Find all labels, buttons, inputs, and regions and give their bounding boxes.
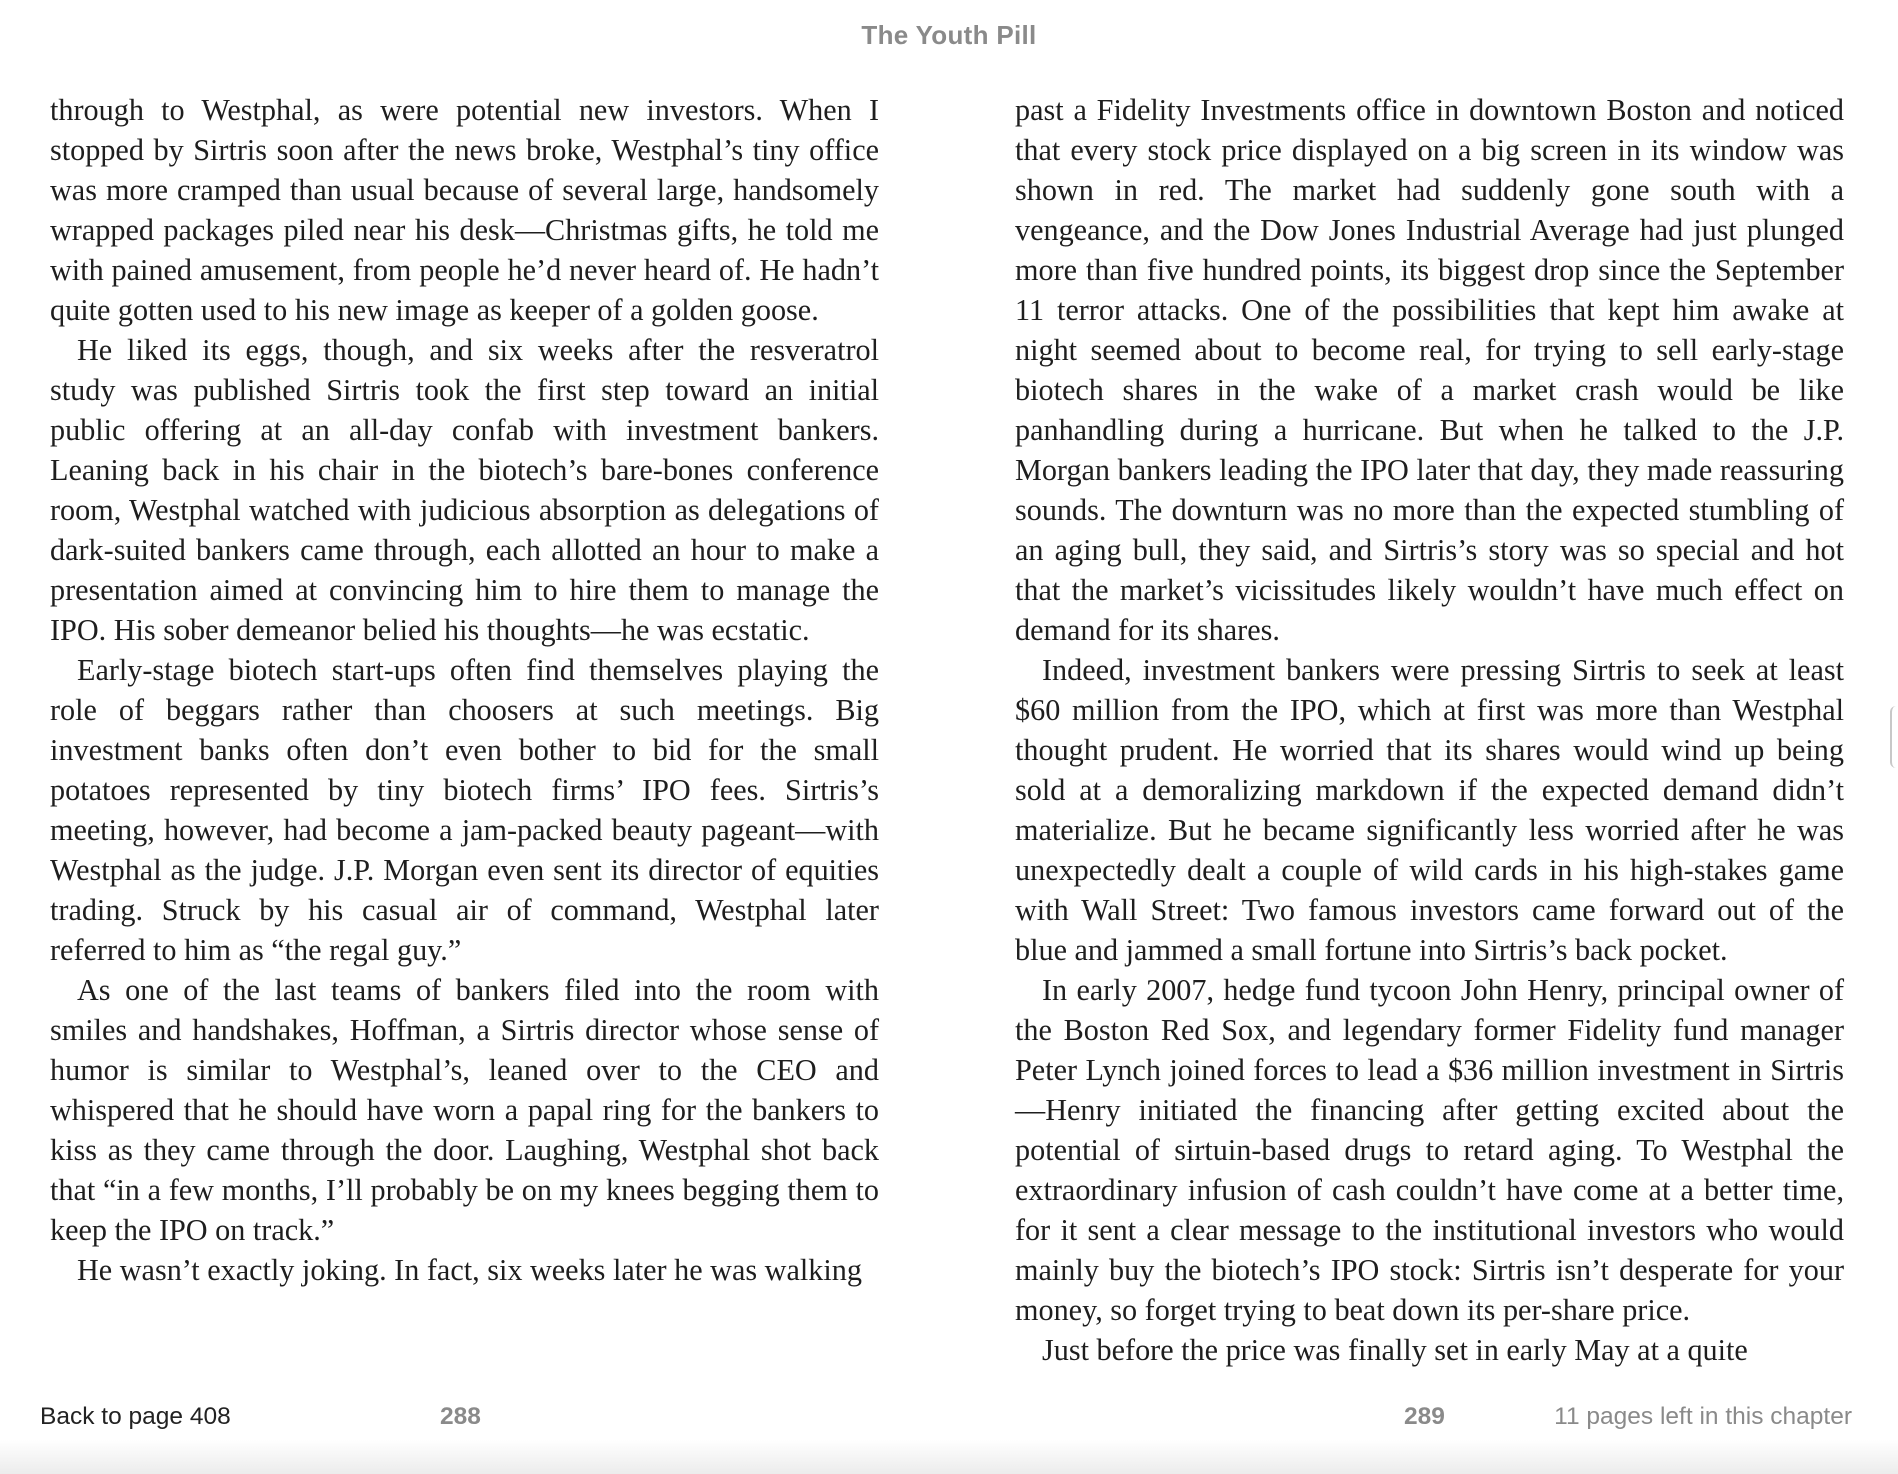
paragraph: past a Fidelity Investments office in downtown Boston and noticed that every stock price displayed on a big screen in its window was shown in red. The market had suddenly gone south with a vengeance, and the Dow Jones Industrial Average had just plunged more than five hundred points, its biggest drop since the September 11 terror attacks. One of the possibilities that kept him awake at night seemed about to become real, for trying to sell early-stage biotech shares in the wake of a market crash would be like panhandling during a hurricane. But when he talked to the J.P. Morgan bankers leading the IPO later that day, they made reassuring sounds. The downturn was no more than the expected stumbling of an aging bull, they said, and Sirtris’s story was so special and hot that the market’s vicissitudes likely wouldn’t have much effect on demand for its shares. <box>1015 93 1844 647</box>
paragraph: As one of the last teams of bankers filed into the room with smiles and handshakes, Hoffman, a Sirtris director whose sense of humor is similar to Westphal’s, leaned over to the CEO and whispered that he should have worn a papal ring for the bankers to kiss as they came through the door. Laughing, Westphal shot back that “in a few months, I’ll probably be on my knees begging them to keep the IPO on track.” <box>50 973 879 1247</box>
book-title: The Youth Pill <box>861 20 1037 50</box>
paragraph: He wasn’t exactly joking. In fact, six weeks later he was walking <box>77 1253 862 1287</box>
page-edge-handle[interactable] <box>1890 706 1898 768</box>
paragraph: Early-stage biotech start-ups often find themselves playing the role of beggars rather than choosers at such meetings. Big investment banks often don’t even bother to bid for the small potatoes represented by tiny biotech firms’ IPO fees. Sirtris’s meeting, however, had become a jam-packed beauty pageant—with Westphal as the judge. J.P. Morgan even sent its director of equities trading. Struck by his casual air of command, Westphal later referred to him as “the regal guy.” <box>50 653 879 967</box>
paragraph: Indeed, investment bankers were pressing Sirtris to seek at least $60 million from the IPO, which at first was more than Westphal thought prudent. He worried that its shares would wind up being sold at a demoralizing markdown if the expected demand didn’t materialize. But he became significantly less worried after he was unexpectedly dealt a couple of wild cards in his high-stakes game with Wall Street: Two famous investors came forward out of the blue and jammed a small fortune into Sirtris’s back pocket. <box>1015 653 1844 967</box>
paragraph: Just before the price was finally set in early May at a quite <box>1042 1333 1748 1367</box>
bottom-shadow <box>0 1440 1898 1474</box>
right-page-number: 289 <box>1404 1403 1445 1430</box>
left-page-text <box>50 90 879 1290</box>
right-page-text <box>1015 90 1844 1370</box>
left-page-number: 288 <box>440 1403 481 1430</box>
paragraph: He liked its eggs, though, and six weeks after the resveratrol study was published Sirtris took the first step toward an initial public offering at an all-day confab with investment bankers. Leaning back in his chair in the biotech’s bare-bones conference room, Westphal watched with judicious absorption as delegations of dark-suited bankers came through, each allotted an hour to make a presentation aimed at convincing him to hire them to manage the IPO. His sober demeanor belied his thoughts—he was ecstatic. <box>50 333 879 647</box>
paragraph: through to Westphal, as were potential new investors. When I stopped by Sirtris soon after the news broke, Westphal’s tiny office was more cramped than usual because of several large, handsomely wrapped packages piled near his desk—Christmas gifts, he told me with pained amusement, from people he’d never heard of. He hadn’t quite gotten used to his new image as keeper of a golden goose. <box>50 93 879 327</box>
back-to-page-link[interactable]: Back to page 408 <box>40 1403 231 1430</box>
pages-left-in-chapter: 11 pages left in this chapter <box>1554 1403 1852 1430</box>
paragraph: In early 2007, hedge fund tycoon John Henry, principal owner of the Boston Red Sox, and legendary former Fidelity fund manager Peter Lynch joined forces to lead a $36 million investment in Sirtris—Henry initiated the financing after getting excited about the potential of sirtuin-based drugs to retard aging. To Westphal the extraordinary infusion of cash couldn’t have come at a better time, for it sent a clear message to the institutional investors who would mainly buy the biotech’s IPO stock: Sirtris isn’t desperate for your money, so forget trying to beat down its per-share price. <box>1015 973 1844 1327</box>
